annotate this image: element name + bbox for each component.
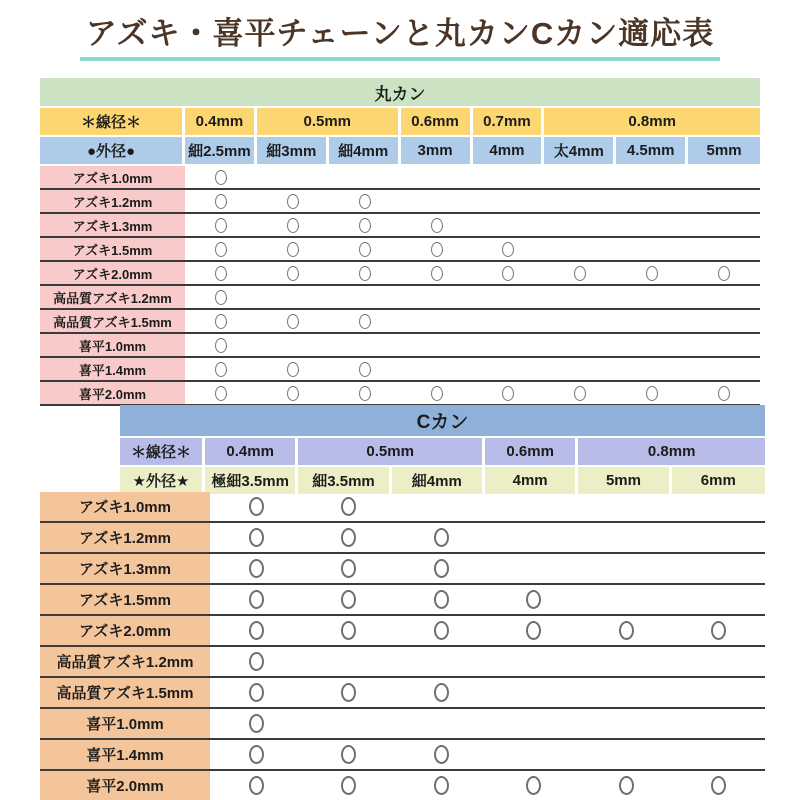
- marukan-mark-cell: [616, 310, 688, 332]
- compat-mark-circle: [711, 776, 726, 795]
- ckan-mark-cell: [303, 709, 396, 738]
- marukan-mark-cell: [329, 262, 401, 284]
- ckan-mark-cell: [395, 554, 488, 583]
- marukan-mark-cell: [185, 190, 257, 212]
- marukan-mark-cell: [329, 190, 401, 212]
- marukan-mark-cell: [688, 310, 760, 332]
- compat-mark-circle: [711, 621, 726, 640]
- marukan-mark-cell: [616, 358, 688, 380]
- marukan-mark-cell: [401, 166, 473, 188]
- compat-mark-circle: [341, 497, 356, 516]
- marukan-wire-col: 0.6mm: [401, 108, 473, 135]
- compat-mark-circle: [502, 266, 514, 281]
- ckan-mark-cell: [580, 678, 673, 707]
- compat-mark-circle: [359, 386, 371, 401]
- marukan-wire-diameter-row: [40, 108, 760, 137]
- compat-mark-circle: [249, 528, 264, 547]
- marukan-table-row: [40, 190, 760, 214]
- marukan-mark-cell: [329, 166, 401, 188]
- ckan-outer-col: 5mm: [578, 467, 671, 494]
- marukan-mark-cell: [257, 214, 329, 236]
- marukan-mark-cell: [544, 334, 616, 356]
- compat-mark-circle: [287, 266, 299, 281]
- marukan-wire-col: 0.7mm: [473, 108, 545, 135]
- ckan-mark-cell: [580, 709, 673, 738]
- marukan-mark-cell: [329, 310, 401, 332]
- ckan-mark-cell: [210, 647, 303, 676]
- page-title: アズキ・喜平チェーンと丸カンCカン適応表: [80, 14, 721, 61]
- ckan-row-label: 高品質アズキ1.5mm: [40, 678, 210, 707]
- marukan-mark-cell: [401, 262, 473, 284]
- marukan-mark-cell: [688, 262, 760, 284]
- ckan-mark-cell: [580, 523, 673, 552]
- compat-mark-circle: [359, 242, 371, 257]
- ckan-wire-col: 0.6mm: [485, 438, 578, 465]
- compat-mark-circle: [526, 621, 541, 640]
- ckan-row-label: 喜平1.0mm: [40, 709, 210, 738]
- ckan-outer-header-label: ★外径★: [120, 467, 205, 494]
- marukan-row-label: 喜平1.0mm: [40, 334, 185, 356]
- marukan-mark-cell: [329, 334, 401, 356]
- ckan-mark-cell: [580, 647, 673, 676]
- compat-mark-circle: [431, 242, 443, 257]
- ckan-mark-cell: [488, 771, 581, 800]
- ckan-mark-cell: [303, 740, 396, 769]
- ckan-row-label: アズキ2.0mm: [40, 616, 210, 645]
- ckan-mark-cell: [488, 709, 581, 738]
- marukan-mark-cell: [257, 238, 329, 260]
- marukan-outer-col: 4.5mm: [616, 137, 688, 164]
- ckan-mark-cell: [303, 492, 396, 521]
- ckan-mark-cell: [673, 740, 766, 769]
- marukan-row-label: アズキ1.2mm: [40, 190, 185, 212]
- ckan-table-row: [40, 740, 765, 771]
- ckan-mark-cell: [580, 554, 673, 583]
- ckan-table-row: [40, 771, 765, 800]
- compat-mark-circle: [434, 621, 449, 640]
- compat-mark-circle: [574, 266, 586, 281]
- compat-mark-circle: [619, 621, 634, 640]
- marukan-mark-cell: [401, 238, 473, 260]
- compat-mark-circle: [646, 266, 658, 281]
- marukan-mark-cell: [329, 286, 401, 308]
- ckan-body: [40, 492, 765, 800]
- ckan-mark-cell: [395, 616, 488, 645]
- compat-mark-circle: [341, 621, 356, 640]
- compat-mark-circle: [718, 386, 730, 401]
- ckan-table-row: [40, 709, 765, 740]
- marukan-table: [40, 78, 760, 406]
- marukan-mark-cell: [185, 214, 257, 236]
- marukan-mark-cell: [473, 310, 545, 332]
- compat-mark-circle: [215, 194, 227, 209]
- marukan-table-row: [40, 238, 760, 262]
- compat-mark-circle: [341, 559, 356, 578]
- marukan-wire-header-label: ＊線径＊: [40, 108, 185, 135]
- marukan-mark-cell: [473, 334, 545, 356]
- marukan-mark-cell: [616, 286, 688, 308]
- ckan-mark-cell: [303, 554, 396, 583]
- ckan-row-label: 喜平2.0mm: [40, 771, 210, 800]
- marukan-mark-cell: [257, 358, 329, 380]
- ckan-mark-cell: [303, 771, 396, 800]
- ckan-mark-cell: [395, 709, 488, 738]
- marukan-mark-cell: [185, 286, 257, 308]
- compat-mark-circle: [359, 218, 371, 233]
- marukan-outer-header-label: ●外径●: [40, 137, 185, 164]
- marukan-mark-cell: [401, 334, 473, 356]
- ckan-row-label: アズキ1.5mm: [40, 585, 210, 614]
- compat-mark-circle: [359, 314, 371, 329]
- marukan-mark-cell: [688, 166, 760, 188]
- marukan-mark-cell: [544, 262, 616, 284]
- marukan-mark-cell: [616, 166, 688, 188]
- marukan-mark-cell: [185, 358, 257, 380]
- marukan-mark-cell: [544, 190, 616, 212]
- marukan-row-label: アズキ1.0mm: [40, 166, 185, 188]
- marukan-mark-cell: [473, 262, 545, 284]
- marukan-table-row: [40, 310, 760, 334]
- marukan-mark-cell: [544, 310, 616, 332]
- compat-mark-circle: [287, 386, 299, 401]
- marukan-body: [40, 166, 760, 406]
- ckan-mark-cell: [303, 647, 396, 676]
- marukan-mark-cell: [185, 238, 257, 260]
- ckan-table-row: [40, 585, 765, 616]
- compat-mark-circle: [215, 170, 227, 185]
- ckan-mark-cell: [673, 554, 766, 583]
- marukan-row-label: 高品質アズキ1.2mm: [40, 286, 185, 308]
- marukan-mark-cell: [257, 190, 329, 212]
- compat-mark-circle: [341, 590, 356, 609]
- marukan-table-row: [40, 334, 760, 358]
- marukan-mark-cell: [688, 358, 760, 380]
- marukan-wire-col: 0.5mm: [257, 108, 401, 135]
- marukan-table-title: 丸カン: [40, 78, 760, 108]
- marukan-outer-col: 3mm: [401, 137, 473, 164]
- ckan-wire-col: 0.4mm: [205, 438, 298, 465]
- compat-mark-circle: [434, 745, 449, 764]
- marukan-mark-cell: [544, 238, 616, 260]
- ckan-mark-cell: [488, 523, 581, 552]
- marukan-outer-col: 細2.5mm: [185, 137, 257, 164]
- marukan-mark-cell: [185, 310, 257, 332]
- ckan-mark-cell: [488, 647, 581, 676]
- marukan-mark-cell: [544, 166, 616, 188]
- ckan-mark-cell: [395, 740, 488, 769]
- marukan-mark-cell: [257, 334, 329, 356]
- marukan-mark-cell: [688, 334, 760, 356]
- compat-mark-circle: [249, 621, 264, 640]
- marukan-mark-cell: [616, 190, 688, 212]
- marukan-mark-cell: [257, 382, 329, 404]
- ckan-mark-cell: [673, 492, 766, 521]
- marukan-mark-cell: [401, 358, 473, 380]
- compat-mark-circle: [341, 528, 356, 547]
- marukan-outer-col: 4mm: [473, 137, 545, 164]
- marukan-mark-cell: [688, 382, 760, 404]
- marukan-table-row: [40, 214, 760, 238]
- ckan-mark-cell: [580, 492, 673, 521]
- ckan-mark-cell: [488, 616, 581, 645]
- ckan-mark-cell: [488, 740, 581, 769]
- marukan-mark-cell: [401, 382, 473, 404]
- ckan-mark-cell: [210, 585, 303, 614]
- marukan-mark-cell: [185, 382, 257, 404]
- ckan-mark-cell: [488, 554, 581, 583]
- title-wrap: [0, 14, 800, 61]
- compat-mark-circle: [215, 266, 227, 281]
- ckan-wire-diameter-row: [120, 438, 765, 467]
- marukan-mark-cell: [257, 310, 329, 332]
- ckan-mark-cell: [673, 585, 766, 614]
- ckan-mark-cell: [210, 678, 303, 707]
- ckan-row-label: アズキ1.0mm: [40, 492, 210, 521]
- compat-mark-circle: [249, 590, 264, 609]
- ckan-table-row: [40, 554, 765, 585]
- compat-mark-circle: [249, 652, 264, 671]
- marukan-table-row: [40, 358, 760, 382]
- ckan-mark-cell: [303, 616, 396, 645]
- marukan-mark-cell: [473, 238, 545, 260]
- compat-mark-circle: [526, 590, 541, 609]
- marukan-outer-col: 細4mm: [329, 137, 401, 164]
- ckan-mark-cell: [580, 740, 673, 769]
- ckan-mark-cell: [303, 678, 396, 707]
- marukan-mark-cell: [473, 190, 545, 212]
- marukan-mark-cell: [616, 238, 688, 260]
- compat-mark-circle: [215, 218, 227, 233]
- marukan-row-label: アズキ1.5mm: [40, 238, 185, 260]
- marukan-row-label: 喜平1.4mm: [40, 358, 185, 380]
- marukan-mark-cell: [329, 238, 401, 260]
- ckan-mark-cell: [488, 585, 581, 614]
- marukan-mark-cell: [688, 286, 760, 308]
- marukan-outer-diameter-row: [40, 137, 760, 166]
- marukan-mark-cell: [329, 214, 401, 236]
- marukan-table-row: [40, 382, 760, 406]
- ckan-table-row: [40, 492, 765, 523]
- ckan-mark-cell: [673, 616, 766, 645]
- compat-mark-circle: [287, 362, 299, 377]
- compat-mark-circle: [287, 194, 299, 209]
- compat-mark-circle: [431, 218, 443, 233]
- marukan-mark-cell: [473, 358, 545, 380]
- marukan-mark-cell: [616, 382, 688, 404]
- ckan-mark-cell: [210, 616, 303, 645]
- marukan-mark-cell: [329, 382, 401, 404]
- ckan-mark-cell: [210, 771, 303, 800]
- marukan-mark-cell: [401, 310, 473, 332]
- marukan-outer-col: 細3mm: [257, 137, 329, 164]
- compat-mark-circle: [249, 714, 264, 733]
- compat-mark-circle: [434, 559, 449, 578]
- marukan-row-label: アズキ2.0mm: [40, 262, 185, 284]
- marukan-mark-cell: [401, 190, 473, 212]
- ckan-wire-col: 0.8mm: [578, 438, 765, 465]
- compat-mark-circle: [215, 338, 227, 353]
- marukan-table-row: [40, 166, 760, 190]
- ckan-mark-cell: [488, 492, 581, 521]
- ckan-row-label: 喜平1.4mm: [40, 740, 210, 769]
- ckan-mark-cell: [395, 647, 488, 676]
- ckan-mark-cell: [673, 709, 766, 738]
- compat-mark-circle: [249, 683, 264, 702]
- ckan-mark-cell: [210, 554, 303, 583]
- marukan-mark-cell: [473, 166, 545, 188]
- marukan-mark-cell: [257, 262, 329, 284]
- ckan-mark-cell: [673, 678, 766, 707]
- marukan-mark-cell: [401, 286, 473, 308]
- marukan-mark-cell: [185, 334, 257, 356]
- ckan-table-row: [40, 523, 765, 554]
- compat-mark-circle: [215, 386, 227, 401]
- ckan-outer-col: 細3.5mm: [298, 467, 391, 494]
- ckan-mark-cell: [210, 492, 303, 521]
- compat-mark-circle: [434, 683, 449, 702]
- ckan-mark-cell: [395, 523, 488, 552]
- compat-mark-circle: [249, 745, 264, 764]
- ckan-mark-cell: [673, 771, 766, 800]
- marukan-mark-cell: [185, 262, 257, 284]
- compat-mark-circle: [215, 362, 227, 377]
- ckan-mark-cell: [395, 585, 488, 614]
- marukan-table-row: [40, 262, 760, 286]
- marukan-mark-cell: [473, 214, 545, 236]
- marukan-row-label: 喜平2.0mm: [40, 382, 185, 404]
- marukan-outer-col: 太4mm: [544, 137, 616, 164]
- compat-mark-circle: [359, 266, 371, 281]
- marukan-mark-cell: [473, 382, 545, 404]
- compat-mark-circle: [341, 776, 356, 795]
- marukan-outer-col: 5mm: [688, 137, 760, 164]
- marukan-mark-cell: [544, 358, 616, 380]
- compat-mark-circle: [718, 266, 730, 281]
- compat-mark-circle: [434, 776, 449, 795]
- ckan-table-row: [40, 678, 765, 709]
- compat-mark-circle: [359, 362, 371, 377]
- compat-mark-circle: [287, 242, 299, 257]
- marukan-row-label: アズキ1.3mm: [40, 214, 185, 236]
- ckan-mark-cell: [395, 678, 488, 707]
- compat-mark-circle: [431, 386, 443, 401]
- marukan-mark-cell: [401, 214, 473, 236]
- ckan-table-row: [40, 647, 765, 678]
- marukan-table-row: [40, 286, 760, 310]
- ckan-row-label: アズキ1.2mm: [40, 523, 210, 552]
- ckan-mark-cell: [673, 523, 766, 552]
- ckan-wire-col: 0.5mm: [298, 438, 485, 465]
- ckan-mark-cell: [395, 771, 488, 800]
- ckan-mark-cell: [210, 709, 303, 738]
- compat-mark-circle: [359, 194, 371, 209]
- ckan-row-label: アズキ1.3mm: [40, 554, 210, 583]
- marukan-row-label: 高品質アズキ1.5mm: [40, 310, 185, 332]
- ckan-mark-cell: [210, 740, 303, 769]
- compat-mark-circle: [215, 290, 227, 305]
- compat-mark-circle: [249, 559, 264, 578]
- ckan-wire-header-label: ＊線径＊: [120, 438, 205, 465]
- ckan-outer-col: 4mm: [485, 467, 578, 494]
- compat-mark-circle: [341, 683, 356, 702]
- compat-mark-circle: [249, 776, 264, 795]
- ckan-mark-cell: [580, 771, 673, 800]
- marukan-mark-cell: [544, 286, 616, 308]
- compat-mark-circle: [287, 218, 299, 233]
- ckan-outer-col: 極細3.5mm: [205, 467, 298, 494]
- compat-mark-circle: [574, 386, 586, 401]
- marukan-mark-cell: [185, 166, 257, 188]
- marukan-mark-cell: [257, 166, 329, 188]
- compat-mark-circle: [431, 266, 443, 281]
- ckan-table-title: Cカン: [120, 405, 765, 438]
- ckan-table-row: [40, 616, 765, 647]
- marukan-mark-cell: [616, 262, 688, 284]
- marukan-mark-cell: [616, 334, 688, 356]
- ckan-mark-cell: [488, 678, 581, 707]
- marukan-mark-cell: [544, 382, 616, 404]
- marukan-wire-col: 0.4mm: [185, 108, 257, 135]
- ckan-mark-cell: [303, 585, 396, 614]
- marukan-mark-cell: [616, 214, 688, 236]
- compat-mark-circle: [502, 242, 514, 257]
- ckan-row-label: 高品質アズキ1.2mm: [40, 647, 210, 676]
- marukan-mark-cell: [688, 214, 760, 236]
- ckan-outer-col: 6mm: [672, 467, 765, 494]
- marukan-mark-cell: [473, 286, 545, 308]
- ckan-mark-cell: [303, 523, 396, 552]
- marukan-mark-cell: [688, 190, 760, 212]
- ckan-mark-cell: [210, 523, 303, 552]
- compat-mark-circle: [619, 776, 634, 795]
- ckan-mark-cell: [580, 616, 673, 645]
- compat-mark-circle: [215, 242, 227, 257]
- compat-mark-circle: [341, 745, 356, 764]
- compat-mark-circle: [502, 386, 514, 401]
- ckan-mark-cell: [395, 492, 488, 521]
- compat-mark-circle: [434, 528, 449, 547]
- marukan-mark-cell: [688, 238, 760, 260]
- compat-mark-circle: [526, 776, 541, 795]
- compat-mark-circle: [287, 314, 299, 329]
- compat-mark-circle: [646, 386, 658, 401]
- ckan-mark-cell: [673, 647, 766, 676]
- marukan-mark-cell: [257, 286, 329, 308]
- compat-mark-circle: [434, 590, 449, 609]
- marukan-mark-cell: [329, 358, 401, 380]
- compat-mark-circle: [249, 497, 264, 516]
- compat-mark-circle: [215, 314, 227, 329]
- marukan-mark-cell: [544, 214, 616, 236]
- ckan-table-header: [120, 405, 765, 496]
- ckan-mark-cell: [580, 585, 673, 614]
- marukan-wire-col: 0.8mm: [544, 108, 760, 135]
- ckan-outer-col: 細4mm: [392, 467, 485, 494]
